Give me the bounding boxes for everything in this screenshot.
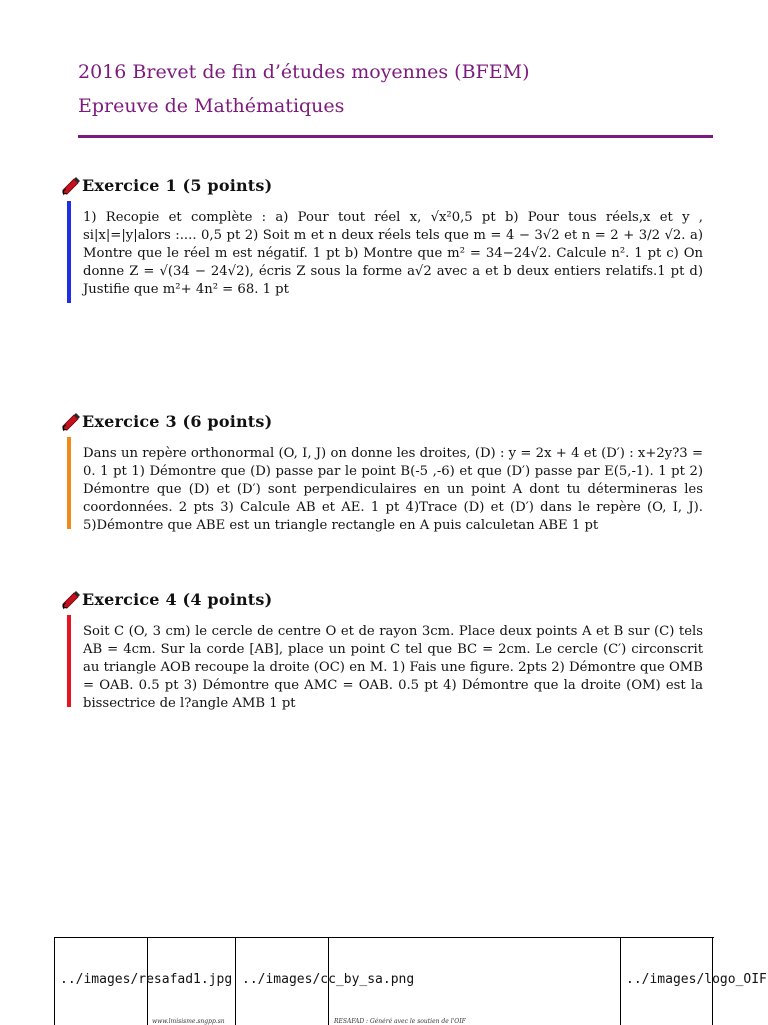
- exercise-3-text: Dans un repère orthonormal (O, I, J) on donne les droites, (D) : y = 2x + 4 et (D′) : x+2y?3 = 0. 1 pt 1) Démontre que (D) passe par le point B(-5 ,-6) et que (D′) passe par E(5,-1). 1 pt 2) Démontre que (D) et (D′) sont perpendiculaires en un point A dont tu détermineras les coordonnées. 2 pts 3) Calcule AB et AE. 1 pt 4)Trace (D) et (D′) dans le repère (O, I, J). 5)Démontre que ABE est un triangle rectangle en A puis calculetan ABE 1 pt: [83, 446, 703, 533]
- document-subtitle: Epreuve de Mathématiques: [78, 95, 345, 117]
- exercise-4-text: Soit C (O, 3 cm) le cercle de centre O et de rayon 3cm. Place deux points A et B sur (C) tels AB = 4cm. Sur la corde [AB], place un point C tel que BC = 2cm. Le cercle (C′) circonscrit au triangle AOB recoupe la droite (OC) en M. 1) Fais une figure. 2pts 2) Démontre que OMB = OAB. 0.5 pt 3) Démontre que AMC = OAB. 0.5 pt 4) Démontre que la droite (OM) est la bissectrice de l?angle AMB 1 pt: [83, 624, 703, 711]
- document-title: 2016 Brevet de fin d’études moyennes (BFEM): [78, 61, 530, 83]
- exercise-3-heading: [60, 409, 710, 433]
- exercise-4-title: Exercice 4 (4 points): [82, 589, 273, 609]
- header-rule: [78, 135, 713, 138]
- footer-divider: [235, 938, 236, 1025]
- footer-table: [54, 937, 767, 1025]
- oif-logo-placeholder: ../images/logo_OIF: [626, 972, 767, 987]
- exercise-1-title: Exercice 1 (5 points): [82, 175, 273, 195]
- exercise-3-title: Exercice 3 (6 points): [82, 411, 273, 431]
- exercise-3-accent-bar: [67, 437, 71, 529]
- exercise-4-heading: [60, 587, 710, 611]
- exercise-1-accent-bar: [67, 201, 71, 303]
- footer-divider: [54, 938, 55, 1025]
- exercise-3: [60, 409, 710, 535]
- footer-divider: [620, 938, 621, 1025]
- footer-url: www.lmisisme.sngpp.sn: [152, 1018, 225, 1025]
- pencil-icon: [60, 174, 82, 196]
- document-header: [78, 60, 718, 118]
- exercise-1: [60, 173, 710, 303]
- pencil-icon: [60, 588, 82, 610]
- exercise-1-heading: [60, 173, 710, 197]
- exercise-4: [60, 587, 710, 713]
- exercise-4-accent-bar: [67, 615, 71, 707]
- license-image-placeholder: ../images/cc_by_sa.png: [242, 972, 415, 987]
- exercise-1-text: 1) Recopie et complète : a) Pour tout réel x, √x²0,5 pt b) Pour tous réels,x et y , si|x|=|y|alors :.... 0,5 pt 2) Soit m et n deux réels tels que m = 4 − 3√2 et n = 2 + 3/2 √2. a) Montre que le réel m est négatif. 1 pt b) Montre que m² = 34−24√2. Calcule n². 1 pt c) On donne Z = √(34 − 24√2), écris Z sous la forme a√2 avec a et b deux entiers relatifs.1 pt d) Justifie que m²+ 4n² = 68. 1 pt: [83, 210, 703, 297]
- footer-credit: RESAFAD : Généré avec le soutien de l'OIF: [334, 1018, 466, 1025]
- resafad-logo-placeholder: ../images/resafad1.jpg: [60, 972, 233, 987]
- pencil-icon: [60, 410, 82, 432]
